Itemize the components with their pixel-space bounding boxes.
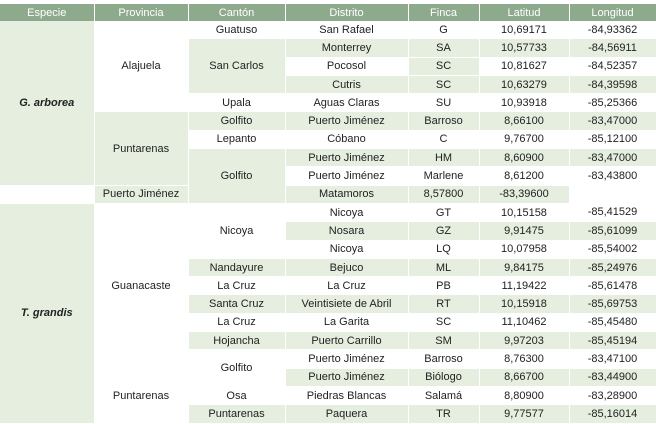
table-cell: Golfito <box>188 350 285 387</box>
table-cell: Osa <box>188 386 285 404</box>
table-cell: -84,93362 <box>569 21 656 39</box>
table-header <box>0 4 656 21</box>
table-cell: -83,44900 <box>569 368 656 386</box>
table-cell: Puntarenas <box>94 368 188 423</box>
table-cell: Barroso <box>408 350 479 368</box>
table-cell: -85,61099 <box>569 222 656 240</box>
table-cell: Nicoya <box>285 203 408 221</box>
table-cell: 8,76300 <box>479 350 569 368</box>
table-cell: -85,69753 <box>569 295 656 313</box>
table-cell: 10,69171 <box>479 21 569 39</box>
table-cell: 11,19422 <box>479 277 569 295</box>
table-cell: Salamá <box>408 386 479 404</box>
table-cell: Guanacaste <box>94 203 188 368</box>
table-row <box>0 112 656 130</box>
table-cell: -85,45480 <box>569 313 656 331</box>
table-cell: 10,15918 <box>479 295 569 313</box>
table-cell: Cóbano <box>285 130 408 148</box>
table-cell: La Garita <box>285 313 408 331</box>
table-row <box>0 185 656 203</box>
table-cell: Nosara <box>285 222 408 240</box>
table-cell: Monterrey <box>285 39 408 57</box>
table-cell: SM <box>408 332 479 350</box>
table-cell: Puerto Jiménez <box>285 112 408 130</box>
table-cell: GZ <box>408 222 479 240</box>
table-cell: -85,54002 <box>569 240 656 258</box>
table-cell: -83,39600 <box>479 185 569 203</box>
table-cell: Puntarenas <box>94 112 188 185</box>
table-cell: La Cruz <box>188 277 285 295</box>
table-cell: LQ <box>408 240 479 258</box>
table-cell: Aguas Claras <box>285 94 408 112</box>
table-cell: Puerto Jiménez <box>285 368 408 386</box>
table-cell: Guatuso <box>188 21 285 39</box>
table-cell: La Cruz <box>285 277 408 295</box>
table-row <box>0 368 656 386</box>
table-cell: Cutris <box>285 75 408 93</box>
table-row <box>0 203 656 221</box>
table-cell: 8,66100 <box>479 112 569 130</box>
table-cell: -85,16014 <box>569 405 656 423</box>
table-cell: C <box>408 130 479 148</box>
table-cell: G. arborea <box>0 21 94 185</box>
table-cell: T. grandis <box>0 203 94 423</box>
table-cell: Upala <box>188 94 285 112</box>
table-cell: 8,80900 <box>479 386 569 404</box>
table-body <box>0 21 656 423</box>
table-cell: ML <box>408 258 479 276</box>
table-cell: 9,97203 <box>479 332 569 350</box>
table-container <box>0 4 656 424</box>
table-cell: 11,10462 <box>479 313 569 331</box>
table-cell: Hojancha <box>188 332 285 350</box>
header-row <box>0 4 656 21</box>
table-row <box>0 21 656 39</box>
table-cell: SA <box>408 39 479 57</box>
table-cell: -85,45194 <box>569 332 656 350</box>
table-cell: 8,61200 <box>479 167 569 185</box>
header-canton: Cantón <box>188 4 285 21</box>
table-cell: GT <box>408 203 479 221</box>
table-cell: -85,61478 <box>569 277 656 295</box>
table-cell: 8,60900 <box>479 149 569 167</box>
table-cell: -84,52357 <box>569 57 656 75</box>
table-cell: 9,77577 <box>479 405 569 423</box>
table-cell: -84,39598 <box>569 75 656 93</box>
table-cell: SU <box>408 94 479 112</box>
table-cell: -85,41529 <box>569 203 656 221</box>
table-cell: Marlene <box>408 167 479 185</box>
table-cell: Barroso <box>408 112 479 130</box>
table-cell: SC <box>408 57 479 75</box>
table-cell: -83,47100 <box>569 350 656 368</box>
table-cell: -85,12100 <box>569 130 656 148</box>
table-cell: HM <box>408 149 479 167</box>
table-cell: La Cruz <box>188 313 285 331</box>
table-cell: 10,15158 <box>479 203 569 221</box>
table-cell: Santa Cruz <box>188 295 285 313</box>
table-cell: Alajuela <box>94 21 188 112</box>
table-cell: Puerto Jiménez <box>285 350 408 368</box>
table-cell: -83,43800 <box>569 167 656 185</box>
header-longitud: Longitud <box>569 4 656 21</box>
table-cell: Nicoya <box>188 203 285 258</box>
table-cell: Nandayure <box>188 258 285 276</box>
table-cell: Bejuco <box>285 258 408 276</box>
table-cell: -83,47000 <box>569 149 656 167</box>
table-cell: -85,25366 <box>569 94 656 112</box>
table-cell: -83,47000 <box>569 112 656 130</box>
header-finca: Finca <box>408 4 479 21</box>
table-cell: Piedras Blancas <box>285 386 408 404</box>
table-cell: Nicoya <box>285 240 408 258</box>
table-cell: 9,76700 <box>479 130 569 148</box>
table-cell: 10,57733 <box>479 39 569 57</box>
data-table <box>0 4 656 424</box>
table-cell: Pocosol <box>285 57 408 75</box>
header-especie: Especie <box>0 4 94 21</box>
table-cell: 8,66700 <box>479 368 569 386</box>
table-cell: Matamoros <box>285 185 408 203</box>
table-cell: San Rafael <box>285 21 408 39</box>
table-cell: 10,93918 <box>479 94 569 112</box>
table-cell: SC <box>408 75 479 93</box>
table-cell: Puerto Jiménez <box>285 167 408 185</box>
table-cell: -83,28900 <box>569 386 656 404</box>
table-cell: Biólogo <box>408 368 479 386</box>
header-provincia: Provincia <box>94 4 188 21</box>
table-cell: Veintisiete de Abril <box>285 295 408 313</box>
table-cell: Paquera <box>285 405 408 423</box>
table-cell: 9,84175 <box>479 258 569 276</box>
header-distrito: Distrito <box>285 4 408 21</box>
table-cell: 10,81627 <box>479 57 569 75</box>
table-cell: Golfito <box>188 149 285 204</box>
table-cell: 10,63279 <box>479 75 569 93</box>
table-cell: Puntarenas <box>188 405 285 423</box>
table-cell: Golfito <box>188 112 285 130</box>
table-cell: Puerto Jiménez <box>94 185 188 203</box>
table-cell: Lepanto <box>188 130 285 148</box>
table-cell: 9,91475 <box>479 222 569 240</box>
table-cell: -85,24976 <box>569 258 656 276</box>
table-cell: 10,07958 <box>479 240 569 258</box>
table-cell: RT <box>408 295 479 313</box>
table-cell: Puerto Carrillo <box>285 332 408 350</box>
table-cell: 8,57800 <box>408 185 479 203</box>
table-cell: -84,56911 <box>569 39 656 57</box>
table-cell: Puerto Jiménez <box>285 149 408 167</box>
table-cell: PB <box>408 277 479 295</box>
header-latitud: Latitud <box>479 4 569 21</box>
table-cell: SC <box>408 313 479 331</box>
table-cell: G <box>408 21 479 39</box>
table-cell: San Carlos <box>188 39 285 94</box>
table-cell: TR <box>408 405 479 423</box>
table-cell <box>0 185 94 203</box>
